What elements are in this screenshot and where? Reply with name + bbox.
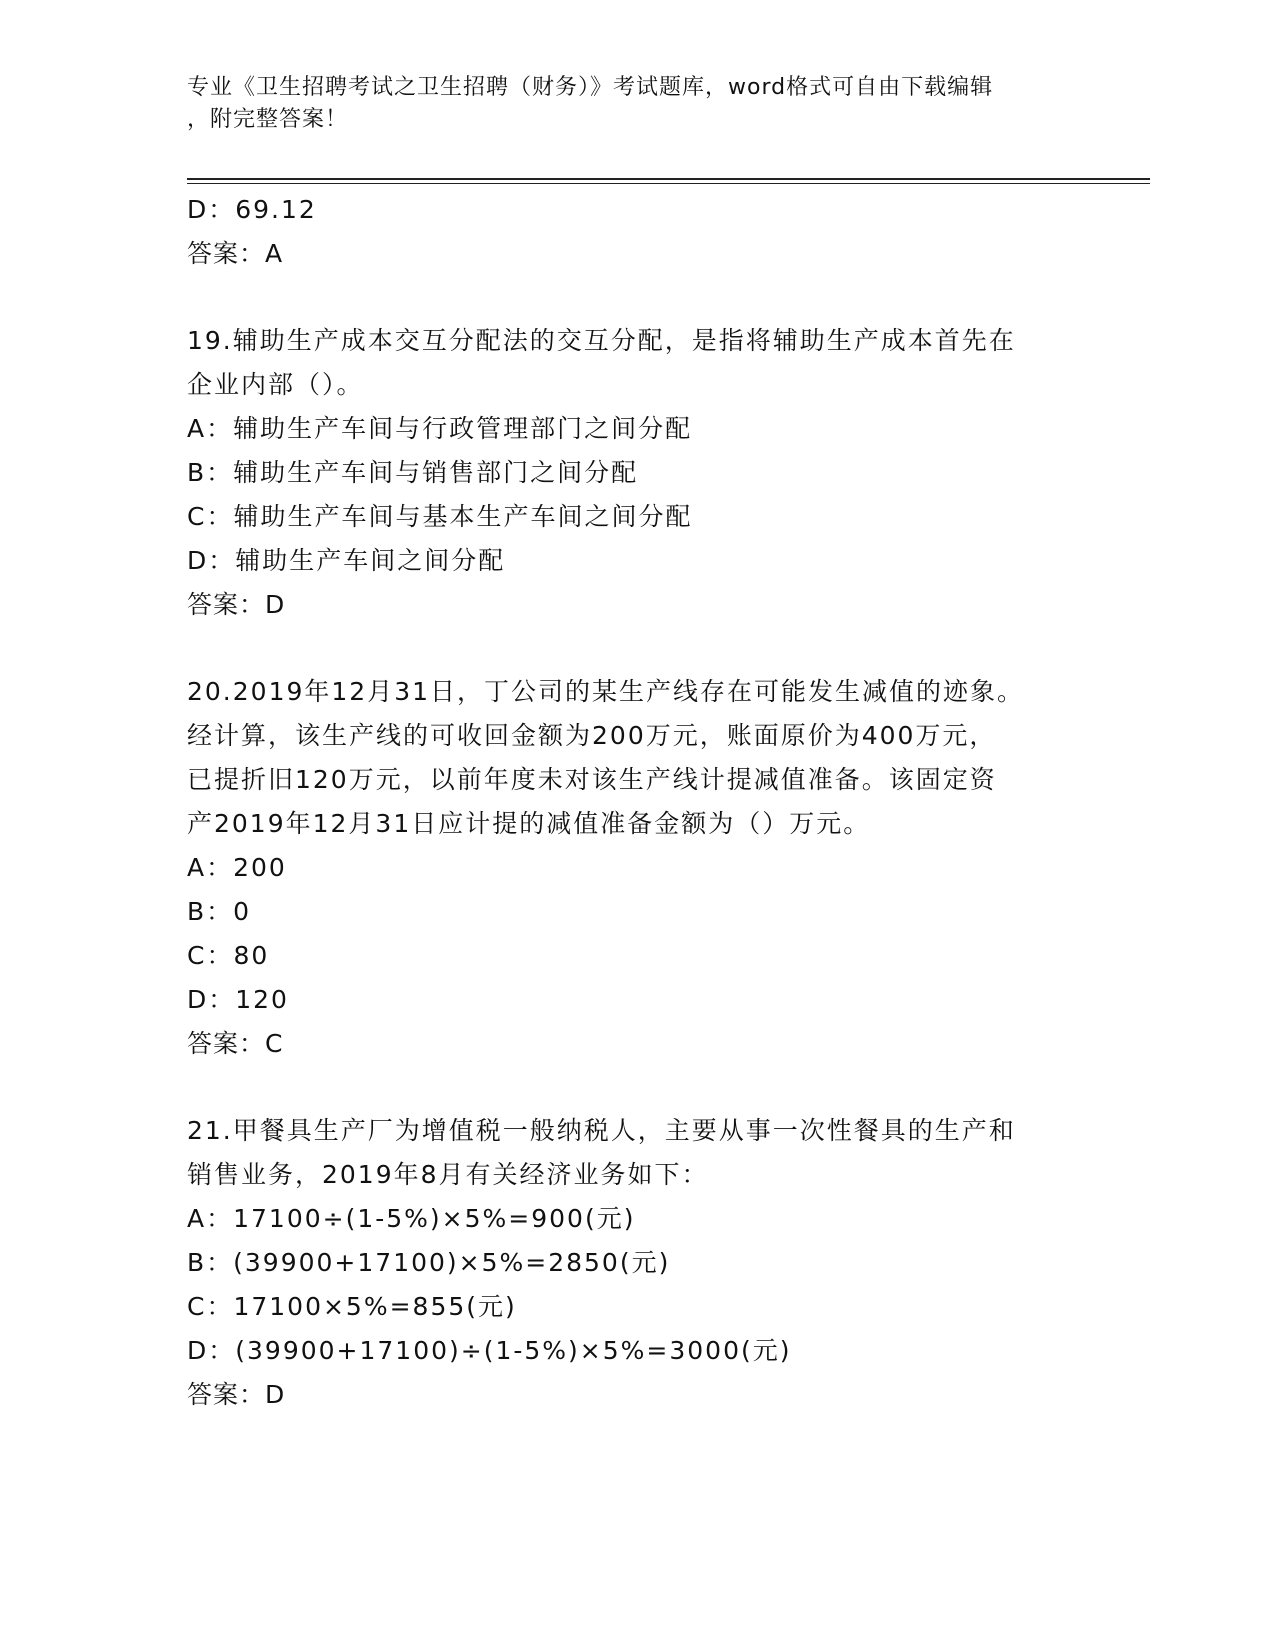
header-rule-thick — [187, 178, 1150, 180]
q20-option-d: D：120 — [187, 985, 289, 1014]
q21-option-b: B：(39900+17100)×5%=2850(元) — [187, 1248, 671, 1277]
q19-stem-line-1: 19.辅助生产成本交互分配法的交互分配，是指将辅助生产成本首先在 — [187, 326, 1016, 355]
q21-option-a: A：17100÷(1-5%)×5%=900(元) — [187, 1204, 636, 1233]
q19-option-c: C：辅助生产车间与基本生产车间之间分配 — [187, 502, 693, 531]
q20-answer: 答案：C — [187, 1029, 284, 1058]
q19-stem-line-2: 企业内部（）。 — [187, 370, 364, 399]
q19-answer: 答案：D — [187, 590, 286, 619]
q20-option-c: C：80 — [187, 941, 270, 970]
q19-option-b: B：辅助生产车间与销售部门之间分配 — [187, 458, 639, 487]
q21-option-d: D：(39900+17100)÷(1-5%)×5%=3000(元) — [187, 1336, 792, 1365]
q18-answer: 答案：A — [187, 239, 284, 268]
header-line-1: 专业《卫生招聘考试之卫生招聘（财务）》考试题库，word格式可自由下载编辑 — [187, 75, 994, 100]
q20-stem-line-1: 20.2019年12月31日，丁公司的某生产线存在可能发生减值的迹象。 — [187, 677, 1025, 706]
document-header — [187, 72, 1067, 136]
header-rule-thin — [187, 183, 1150, 184]
header-line-2: ，附完整答案！ — [187, 107, 349, 132]
q21-answer: 答案：D — [187, 1380, 286, 1409]
q18-option-d: D：69.12 — [187, 195, 317, 224]
q19-option-d: D：辅助生产车间之间分配 — [187, 546, 506, 575]
q21-option-c: C：17100×5%=855(元) — [187, 1292, 517, 1321]
q20-stem-line-2: 经计算，该生产线的可收回金额为200万元，账面原价为400万元， — [187, 721, 997, 750]
q21-stem-line-2: 销售业务，2019年8月有关经济业务如下： — [187, 1160, 709, 1189]
q20-stem-line-3: 已提折旧120万元，以前年度未对该生产线计提减值准备。该固定资 — [187, 765, 997, 794]
q20-option-a: A：200 — [187, 853, 287, 882]
q21-stem-line-1: 21.甲餐具生产厂为增值税一般纳税人，主要从事一次性餐具的生产和 — [187, 1116, 1016, 1145]
q20-stem-line-4: 产2019年12月31日应计提的减值准备金额为（）万元。 — [187, 809, 871, 838]
q20-option-b: B：0 — [187, 897, 252, 926]
q19-option-a: A：辅助生产车间与行政管理部门之间分配 — [187, 414, 693, 443]
